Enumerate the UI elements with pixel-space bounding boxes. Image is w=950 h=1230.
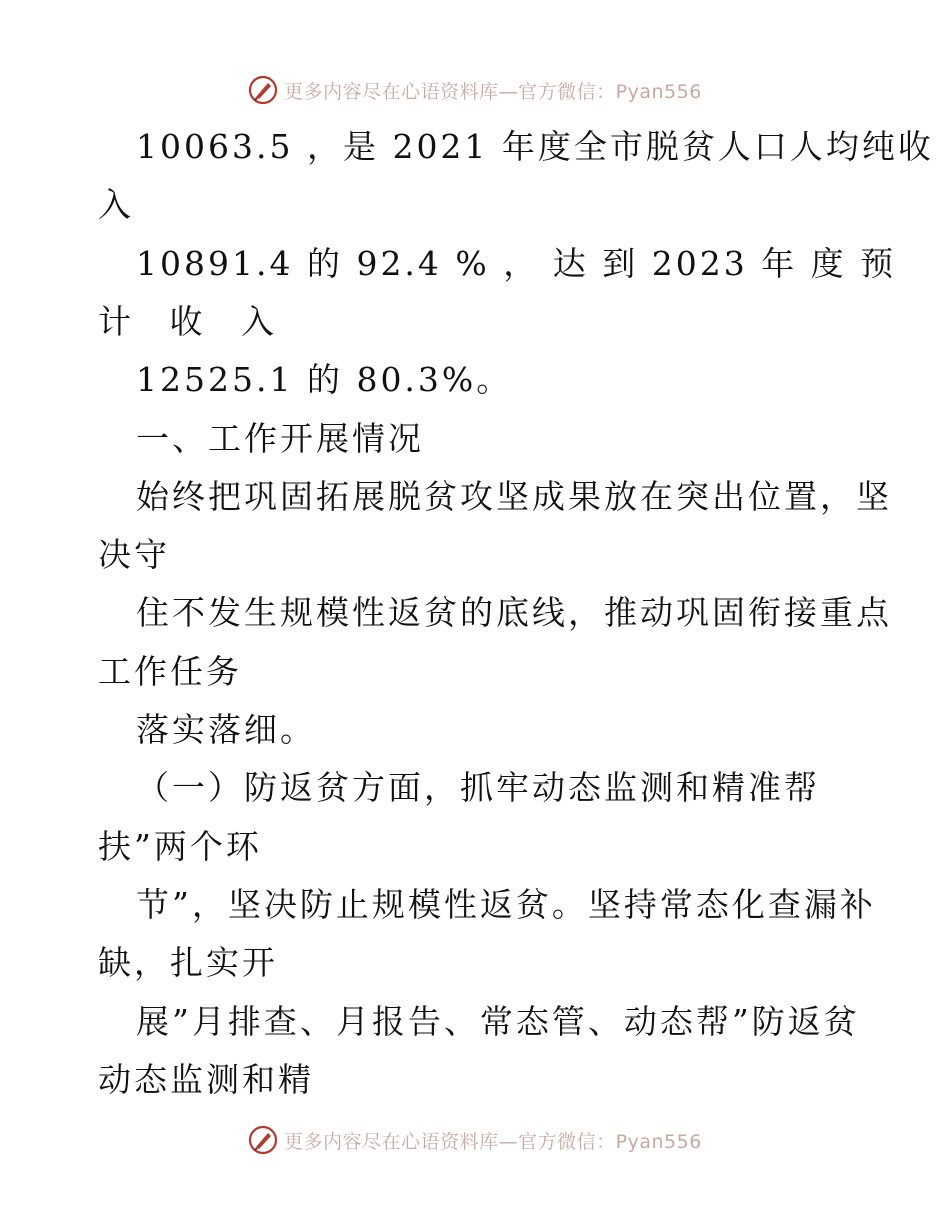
- body-line-4: 计 收 入: [98, 302, 288, 341]
- watermark-text: 更多内容尽在心语资料库—官方微信：Pyan556: [284, 80, 702, 103]
- body-line-15: 缺，扎实开: [98, 943, 278, 982]
- body-line-16: 展”月排查、月报告、常态管、动态帮”防返贫: [136, 1002, 860, 1041]
- watermark-text: 更多内容尽在心语资料库—官方微信：Pyan556: [284, 1130, 702, 1153]
- body-line-3: 10891.4 的 92.4 % ， 达 到 2023 年 度 预: [136, 244, 897, 283]
- header-watermark: [0, 70, 950, 110]
- body-line-13: 扶”两个环: [98, 827, 262, 866]
- body-line-10: 工作任务: [98, 652, 242, 691]
- quill-pen-logo-icon: [248, 1125, 278, 1155]
- body-line-2: 入: [98, 185, 134, 224]
- body-line-1: 10063.5 ，是 2021 年度全市脱贫人口人均纯收: [136, 127, 934, 166]
- body-line-7: 始终把巩固拓展脱贫攻坚成果放在突出位置，坚: [136, 477, 892, 516]
- body-line-14: 节”，坚决防止规模性返贫。坚持常态化查漏补: [136, 885, 876, 924]
- body-line-17: 动态监测和精: [98, 1060, 314, 1099]
- section-heading: 一、工作开展情况: [136, 419, 424, 458]
- quill-pen-logo-icon: [248, 75, 278, 105]
- body-line-8: 决守: [98, 535, 170, 574]
- body-line-11: 落实落细。: [136, 710, 316, 749]
- footer-watermark: [0, 1120, 950, 1160]
- subsection-heading: （一）防返贫方面，抓牢动态监测和精准帮: [136, 768, 820, 807]
- body-line-9: 住不发生规模性返贫的底线，推动巩固衔接重点: [136, 593, 892, 632]
- body-line-5: 12525.1 的 80.3%。: [136, 360, 513, 399]
